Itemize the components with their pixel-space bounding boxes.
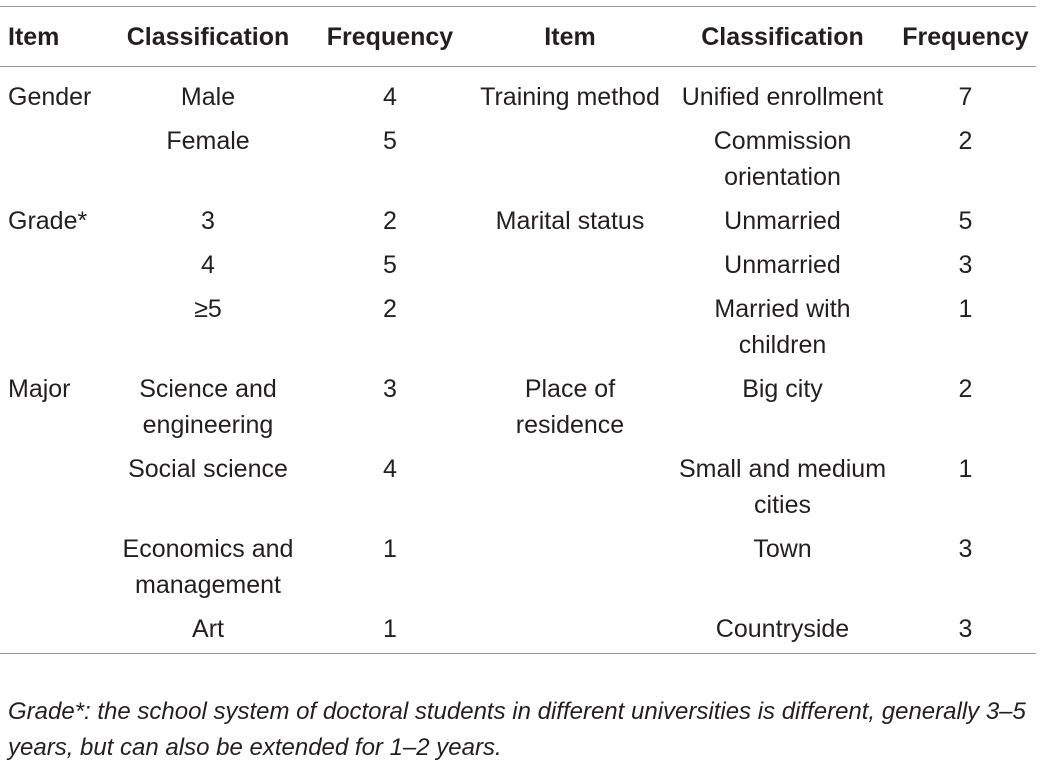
cell-frequency: 5	[958, 207, 973, 235]
table-row	[0, 367, 1036, 447]
table-row	[0, 199, 1036, 243]
cell-classification: Art	[106, 607, 310, 654]
cell-classification: Unmarried	[724, 251, 841, 279]
header-frequency: Frequency	[310, 7, 470, 67]
cell-item	[470, 527, 670, 607]
cell-classification: Female	[166, 127, 250, 155]
cell-classification: Science and engineering	[139, 375, 277, 439]
cell-classification: Male	[180, 83, 236, 111]
cell-item: Place of residence	[515, 375, 625, 439]
cell-classification: Married with children	[714, 295, 851, 359]
cell-classification: Big city	[742, 375, 823, 403]
cell-frequency: 4	[383, 455, 397, 483]
cell-item	[0, 243, 106, 287]
cell-item	[470, 607, 670, 654]
cell-frequency: 3	[895, 607, 1036, 654]
cell-classification: 4	[201, 251, 215, 279]
cell-frequency: 3	[958, 535, 973, 563]
cell-classification: Countryside	[670, 607, 895, 654]
cell-classification: Town	[753, 535, 812, 563]
cell-item	[0, 119, 106, 199]
demographics-table	[0, 6, 1036, 654]
cell-frequency: 3	[383, 375, 397, 403]
cell-item: Training method	[480, 83, 660, 111]
table-row	[0, 607, 1036, 654]
cell-item: Marital status	[495, 207, 645, 235]
table-header-row	[0, 7, 1036, 67]
header-item: Item	[470, 7, 670, 67]
cell-frequency: 2	[383, 295, 397, 323]
table-row	[0, 527, 1036, 607]
cell-item	[0, 527, 106, 607]
table-footnote: Grade*: the school system of doctoral students in different universities is different, generally 3–5 years, but can also be extended for 1–2 years.	[8, 698, 1026, 761]
cell-item: Gender	[8, 83, 92, 111]
cell-frequency: 1	[958, 455, 973, 483]
cell-classification: Social science	[128, 455, 288, 483]
header-item: Item	[0, 7, 106, 67]
cell-frequency: 5	[383, 127, 397, 155]
cell-frequency: 2	[958, 375, 973, 403]
cell-classification: Unified enrollment	[681, 83, 884, 111]
table-row	[0, 67, 1036, 120]
cell-frequency: 2	[958, 127, 973, 155]
cell-frequency: 5	[383, 251, 397, 279]
cell-classification: 3	[201, 207, 215, 235]
cell-item	[470, 447, 670, 527]
cell-frequency: 1	[958, 295, 973, 323]
cell-frequency: 3	[958, 251, 973, 279]
cell-item: Major	[8, 375, 71, 403]
cell-item	[0, 607, 106, 654]
cell-classification: Economics and management	[122, 535, 294, 599]
cell-item	[470, 119, 670, 199]
cell-classification: Small and medium cities	[678, 455, 887, 519]
cell-frequency: 7	[958, 83, 973, 111]
header-classification: Classification	[106, 7, 310, 67]
cell-classification: Unmarried	[724, 207, 841, 235]
cell-classification: ≥5	[194, 295, 222, 323]
cell-frequency: 1	[310, 607, 470, 654]
cell-item	[0, 447, 106, 527]
cell-item	[470, 243, 670, 287]
cell-item	[0, 287, 106, 367]
table-row	[0, 287, 1036, 367]
cell-frequency: 1	[383, 535, 397, 563]
header-frequency: Frequency	[895, 7, 1036, 67]
cell-frequency: 4	[383, 83, 397, 111]
header-classification: Classification	[670, 7, 895, 67]
cell-item: Grade*	[8, 207, 88, 235]
table-row	[0, 119, 1036, 199]
cell-item	[470, 287, 670, 367]
cell-frequency: 2	[383, 207, 397, 235]
table-row	[0, 447, 1036, 527]
cell-classification: Commission orientation	[713, 127, 852, 191]
table-row	[0, 243, 1036, 287]
